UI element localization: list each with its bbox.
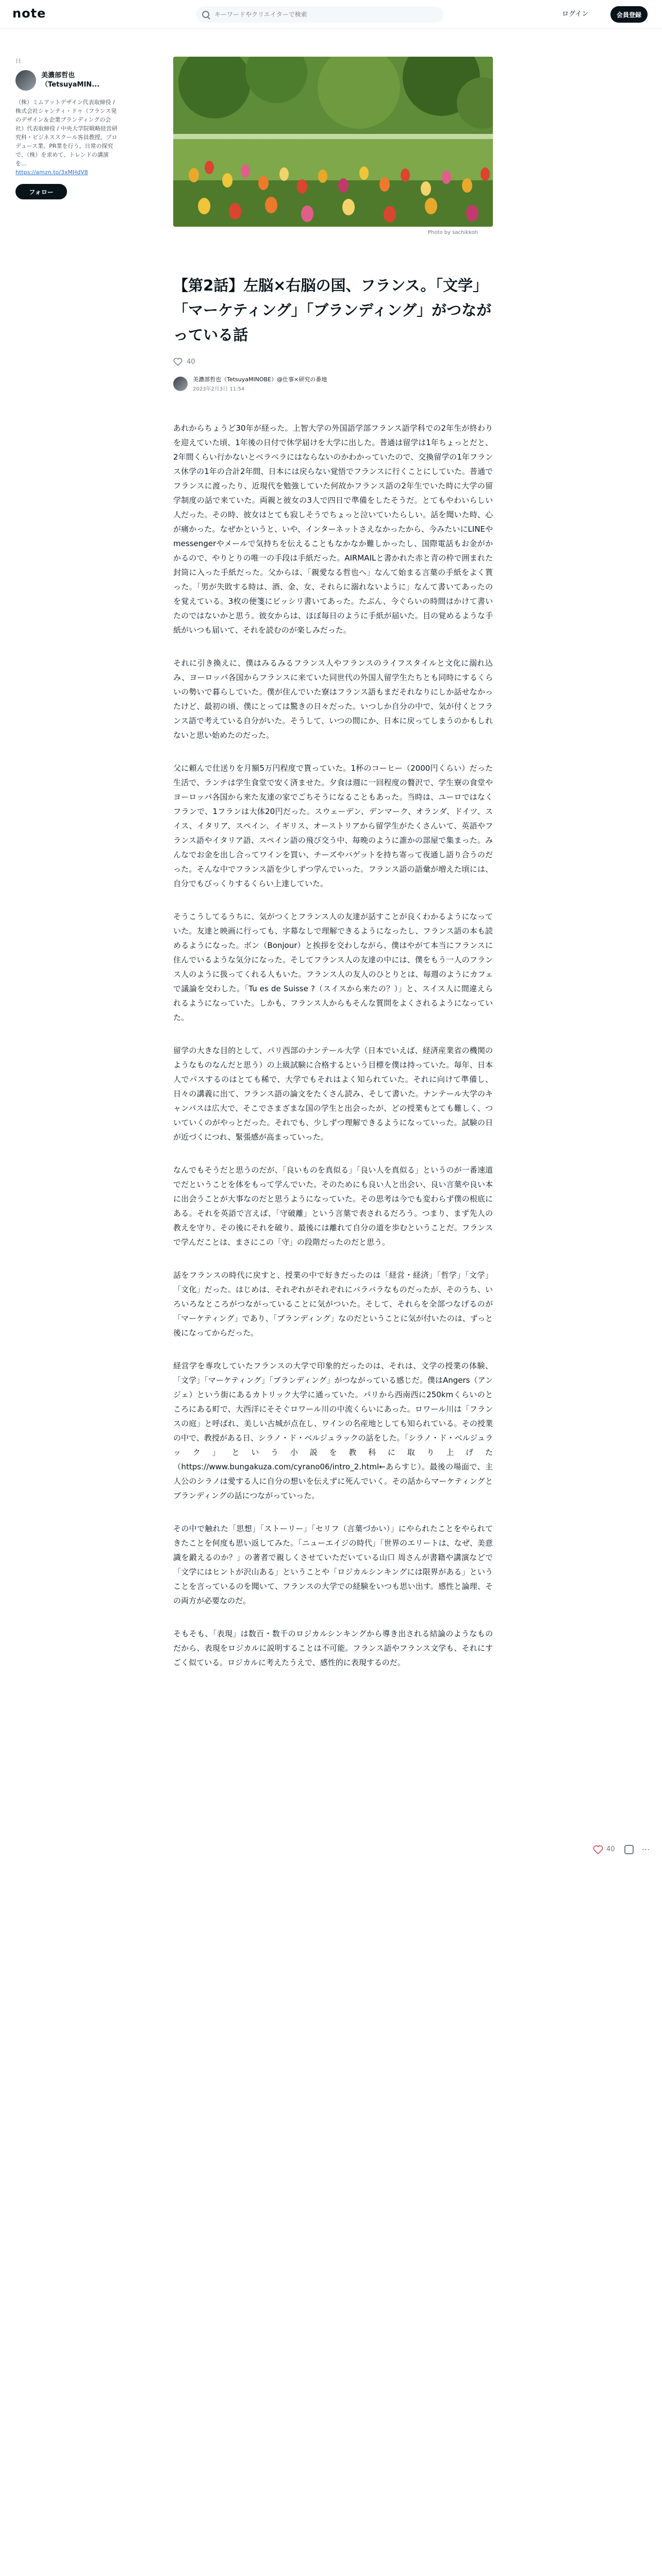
- article-paragraph: あれからちょうど30年が経った。上智大学の外国語学部フランス語学科での2年生が終わりを迎えていた頃、1年後の日付で休学届けを大学に出した。普通は留学は1年ちょっとだと、2年間くらい行かないとベラベラにはならないのかわかっていたので、交換留学の1年フランス休学の1年の合計2年間、日本には戻らない覚悟でフランスに行くことにしていた。普通でフランスに渡ったり、近現代を勉強していた何故かフランス語の2年生でいた時に大学の留学制度の話で来ていた。両親と彼女の3人で四日で準備をしたそうだ。とてもやわいらしい人だった。その時、彼女はとても寂しそうでちょっと泣いていたらしい。話を聞いた時、心が痛かった。なぜかというと、いや、インターネットさえなかったから、今みたいにLINEやmessengerやメールで気持ちを伝えることもなかなか難しかったし、国際電話もお金がかかるので、やりとりの唯一の手段は手紙だった。AIRMAILと書かれた赤と青の枠で囲まれた封筒に入った手紙だった。父からは、「親愛なる哲也へ」なんて始まる言葉の手紙をよく貰った。「男が失敗する時は、酒、金、女、それらに溺れないように」なんて書いてあったのを覚えている。3枚の便箋にビッシリ書いてあった。たぶん、今ぐらいの時間はかけて書いたのではないかと思う。彼女からは、ほぼ毎日のように手紙が届いた。目の覚めるような手紙がいつも届いて、それを読むのが楽しみだった。: [173, 423, 493, 635]
- heart-icon[interactable]: [173, 358, 183, 366]
- article-body: [173, 421, 493, 1670]
- more-icon[interactable]: ⋯: [641, 1844, 651, 1854]
- article-paragraph: その中で触れた「思想」「ストーリー」「セリフ（言葉づかい）」にやられたことをやられてきたことを何度も思い返してみた。「ニューエイジの時代」「世界のエリートは、なぜ、美意識を鍛えるのか？」の著者で親しくさせていただいている山口 周さんが書籍や講演などで「文学にはヒントが沢山ある」ということや「ロジカルシンキングには限界がある」ということを言っているのを聞いて、フランスの大学での経験をいつも思い出す。感性と論理、その両方が必要なのだ。: [173, 1524, 493, 1605]
- article-paragraph: 話をフランスの時代に戻すと、授業の中で好きだったのは「経営・経済」「哲学」「文学」「文化」だった。はじめは、それぞれがそれぞれにバラバラなものだったが、そのうち、いろいろなところがつながっていることに気がついた。そして、それらを全部つなげるのが「マーケティング」であり、「ブランディング」なのだということに気が付いたのは、ずっと後になってからだった。: [173, 1270, 493, 1337]
- author-avatar[interactable]: [173, 377, 188, 391]
- search-input[interactable]: [214, 11, 421, 18]
- sidebar-profile[interactable]: [15, 70, 119, 91]
- tulip-garden-illustration: [173, 57, 493, 227]
- note-logo[interactable]: note: [12, 6, 46, 21]
- floating-like-count: 40: [606, 1845, 615, 1853]
- post-date: 2023年2月3日 11:54: [193, 386, 245, 392]
- article-paragraph: なんでもそうだと思うのだが、「良いものを真似る」「良い人を真似る」というのが一番速道でだということを体をもって学んでいた。そのためにも良い人と出会い、良い言葉や良い本に出会うことが大事なのだと思うようになっていた。その思考は今でも変わらず僕の根底にある。それを英語で言えば、「守破離」という言葉で表されるだろう。つまり、まず先人の教えを守り、その後にそれを破り、最後には離れて自分の道を歩むということだ。フランスで学んだことは、まさにこの「守」の段階だったのだと思う。: [173, 1165, 493, 1247]
- like-count: 40: [187, 358, 195, 366]
- author-row[interactable]: [173, 375, 493, 392]
- author-byline[interactable]: 美濃部哲也（TetsuyaMINOBE）@仕事×研究の番地: [193, 376, 327, 383]
- article-paragraph: それに引き換えに、僕はみるみるフランス人やフランスのライフスタイルと文化に溺れ込み、ヨーロッパ各国からフランスに来ていた同世代の外国人留学生たちとも同時にするくらいの勢いで暮らしていた。僕が住んでいた寮はフランス語もまだそれなりにしか話せなかったけど、最初の頃、僕にとっては驚きの日々だった。いつしか自分の中で、気が付くとフランス語で考えている自分がいた。そうして、いつの間にか、日本に戻ってしまうのかもしれないと思い始めたのだった。: [173, 658, 493, 740]
- signup-button[interactable]: 会員登録: [610, 6, 648, 23]
- like-row[interactable]: [173, 358, 493, 366]
- site-header: [0, 0, 662, 29]
- article: [173, 273, 493, 1688]
- avatar[interactable]: [15, 70, 36, 91]
- sidebar-label: 日: [15, 58, 21, 64]
- share-icon[interactable]: [624, 1845, 634, 1854]
- author-bio: （株）ミムアットデザイン代表取締役 / 株式会社シャンティ・ドゥ（フランス発のデザイン＆企業ブランディングの会社）代表取締役 / 中央大学院戦略経営研究科・ビジネススクール客員教授。プロデュース業、PR業を行う。日常の探究で、（株）を求めて、トレンドの講演を…: [15, 99, 118, 167]
- hero-image: [173, 57, 493, 227]
- article-title: 【第2話】左脳×右脳の国、フランス。「文学」「マーケティング」「ブランディング」がつながっている話: [173, 277, 492, 344]
- search-bar[interactable]: [196, 6, 443, 23]
- article-paragraph: 留学の大きな目的として、パリ西部のナンテール大学（日本でいえば、経済産業省の機関のようなものなんだと思う）の上級試験に合格するという目標を僕は持っていた。毎年、日本人でパスするのはとても稀で、大学でもそれはよく知られていた。それに向けて準備し、日々の講義に出て、フランス語の論文をたくさん読み、そして書いた。ナンテール大学のキャンパスは広大で、そこでさまざまな国の学生と出会ったが、どの授業もとても難しく、ついていくのがやっとだった。それでも、少しずつ理解できるようになっていった。試験の日が近づくにつれ、緊張感が高まっていった。: [173, 1046, 493, 1142]
- author-link[interactable]: https://amzn.to/3xMHdV8: [15, 169, 88, 176]
- login-link[interactable]: ログイン: [562, 10, 589, 18]
- photo-credit[interactable]: Photo by sachikkoh: [428, 230, 478, 235]
- article-paragraph: そもそも、「表現」は数百・数千のロジカルシンキングから導き出される結論のようなものだから、表現をロジカルに説明することは不可能。フランス語やフランス文学も、それにすごく似ている。ロジカルに考えたうえで、感性的に表現するのだ。: [173, 1629, 493, 1667]
- author-sidebar: [15, 57, 119, 199]
- floating-actions: [593, 1844, 651, 1854]
- search-icon: [202, 11, 209, 18]
- author-name[interactable]: 美濃部哲也（TetsuyaMIN...: [41, 72, 100, 89]
- follow-button[interactable]: フォロー: [15, 184, 67, 199]
- article-paragraph: そうこうしてるうちに、気がつくとフランス人の友達が話すことが良くわかるようになっていた。友達と映画に行っても、字幕なしで理解できるようになったし、フランス語の本も読めるようになった。ボン（Bonjour）と挨拶を交わしながら、僕はやがて本当にフランスに住んでいるような気分になった。そしてフランス人の友達の中には、僕をもう一人のフランス人のように扱ってくれる人もいた。フランス人の友人のひとりとは、毎週のようにカフェで議論を交わした。「Tu es de Suisse ?（スイスから来たの？）」と、スイス人に間違えられるようになっていた。しかも、フランス人からもそんな質問をよくされるようになっていた。: [173, 912, 493, 1022]
- article-paragraph: 父に頼んで仕送りを月額5万円程度で貰っていた。1杯のコーヒー（2000円くらい）だった生活で、ランチは学生食堂で安く済ませた。夕食は週に一回程度の贅沢で、学生寮の食堂やヨーロッパ各国から来た友達の家でごちそうになることもあった。当時は、ユーロではなくフランで、1フランは大体20円だった。スウェーデン、デンマーク、オランダ、ドイツ、スイス、イタリア、スペイン、イギリス、オーストリアから留学生がたくさんいて、英語やフランス語やイタリア語、スペイン語の飛び交う中、毎晩のように誰かの部屋で集まった。みんなでお金を出し合ってワインを買い、チーズやバゲットを持ち寄って夜通し語り合うのだった。そんな中でフランス語を少しずつ学んでいった。フランス語の語彙が増えた頃には、自分でもびっくりするくらい上達していた。: [173, 764, 493, 888]
- heart-icon[interactable]: [593, 1845, 603, 1854]
- article-paragraph: 経営学を専攻していたフランスの大学で印象的だったのは、それは、文学の授業の体験、「文学」「マーケティング」「ブランディング」がつながっている感じだ。僕はAngers（アンジェ）という街にあるカトリック大学に通っていた。パリから西南西に250kmくらいのところにある町で、大西洋にそそぐロワール川の中流くらいにあった。ロワール川は「フランスの庭」と呼ばれ、美しい古城が点在し、ワインの名産地としても知られている。その授業の中で、教授がある日、シラノ・ド・ベルジュラックの話をした。「シラノ・ド・ベルジュラック」という小説を教科に取り上げた（https://www.bungakuza.com/cyrano06/intro_2.html←あらすじ）。最後の場面で、主人公のシラノは愛する人に自分の想いを伝えずに死んでいく。その話からマーケティングとブランディングの話につながっていった。: [173, 1361, 493, 1500]
